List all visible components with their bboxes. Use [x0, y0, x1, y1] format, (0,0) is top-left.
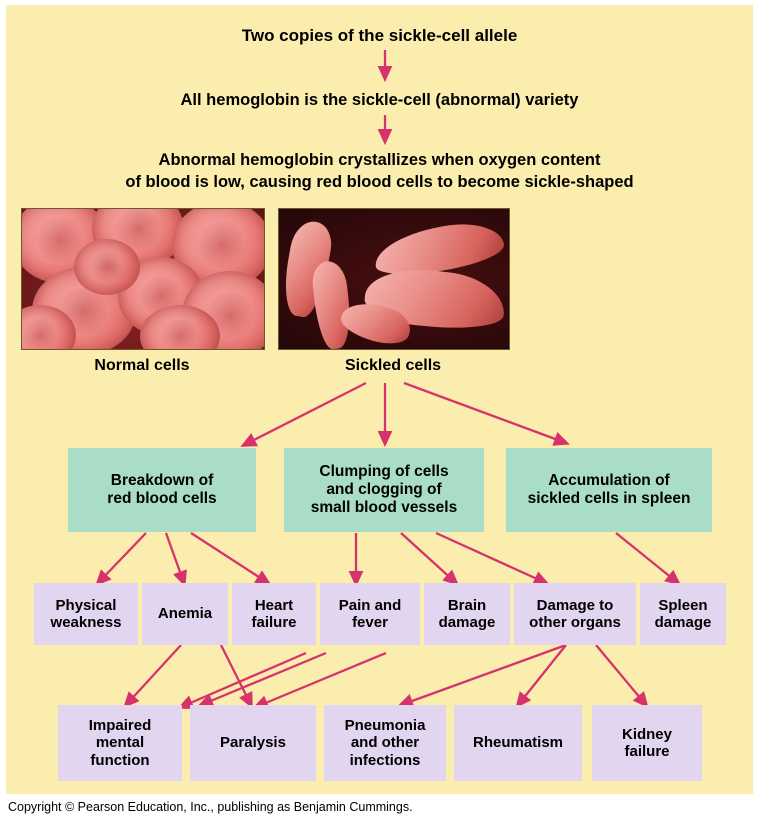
normal-cells-caption: Normal cells	[94, 357, 190, 374]
box-clumping-clogging	[284, 448, 484, 532]
header-line-3b: of blood is low, causing red blood cells to become sickle-shaped	[125, 173, 634, 191]
arrow-layer	[6, 5, 753, 794]
box-paralysis	[190, 705, 316, 781]
box-damage-other-organs	[514, 583, 636, 645]
box-brain-damage	[424, 583, 510, 645]
box-line: Anemia	[157, 605, 213, 623]
box-line: Kidney	[621, 725, 672, 743]
box-line: failure	[624, 743, 670, 760]
box-line: Breakdown of	[110, 472, 214, 490]
box-pneumonia-infections	[324, 705, 446, 781]
box-line: Accumulation of	[548, 472, 670, 490]
box-line: and clogging of	[326, 481, 442, 499]
box-line: other organs	[529, 614, 621, 631]
box-impaired-mental-function	[58, 705, 182, 781]
box-line: small blood vessels	[310, 498, 458, 516]
box-rheumatism	[454, 705, 582, 781]
box-line: fever	[352, 614, 388, 631]
box-line: red blood cells	[107, 490, 217, 507]
box-line: Clumping of cells	[319, 463, 449, 481]
box-line: Brain	[447, 596, 487, 614]
box-kidney-failure	[592, 705, 702, 781]
normal-cells-photo	[21, 208, 265, 350]
header-line-2: All hemoglobin is the sickle-cell (abnormal) variety	[180, 91, 579, 109]
box-heart-failure	[232, 583, 316, 645]
box-line: Heart	[254, 596, 294, 614]
box-line: infections	[349, 751, 421, 769]
box-line: Pain and	[338, 596, 402, 614]
box-line: Damage to	[536, 596, 614, 614]
box-line: failure	[251, 614, 297, 631]
box-spleen-damage	[640, 583, 726, 645]
box-line: Physical	[55, 596, 117, 614]
box-line: function	[90, 751, 150, 769]
sickled-cells-photo	[278, 208, 510, 350]
box-line: Rheumatism	[472, 734, 564, 752]
box-line: Spleen	[658, 596, 708, 614]
copyright-notice: Copyright © Pearson Education, Inc., publishing as Benjamin Cummings.	[8, 800, 413, 814]
box-anemia	[142, 583, 228, 645]
box-line: sickled cells in spleen	[527, 490, 691, 507]
box-line: weakness	[50, 614, 122, 631]
box-line: damage	[438, 614, 496, 631]
box-line: Impaired	[88, 717, 152, 735]
sickle-cell-flowchart	[6, 5, 753, 794]
header-line-1: Two copies of the sickle-cell allele	[241, 26, 518, 45]
box-line: mental	[95, 734, 145, 752]
box-line: damage	[654, 614, 712, 631]
sickled-cells-caption: Sickled cells	[344, 357, 442, 374]
box-physical-weakness	[34, 583, 138, 645]
box-line: Paralysis	[220, 734, 286, 752]
box-line: Pneumonia	[344, 717, 426, 735]
box-breakdown-rbc	[68, 448, 256, 532]
box-line: and other	[350, 734, 420, 752]
header-line-3a: Abnormal hemoglobin crystallizes when oxygen content	[158, 151, 601, 169]
box-accumulation-spleen	[506, 448, 712, 532]
box-pain-and-fever	[320, 583, 420, 645]
